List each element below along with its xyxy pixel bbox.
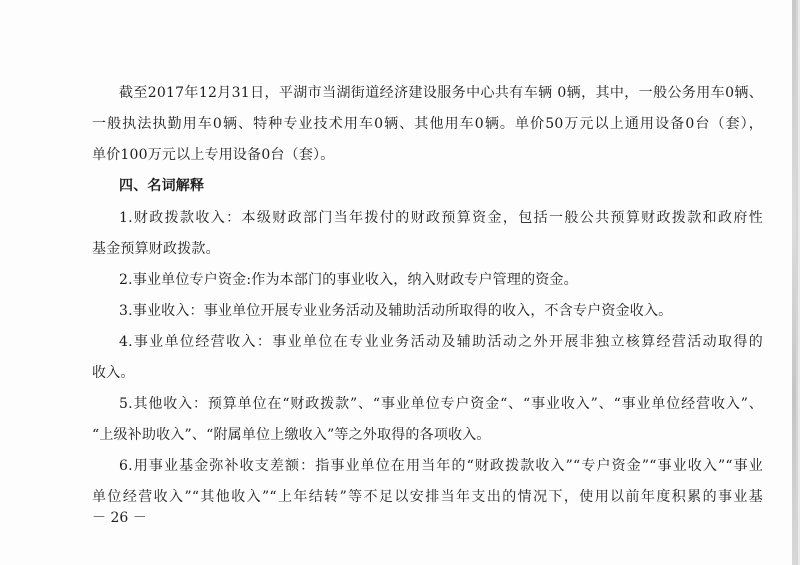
paragraph-vehicles-line-1: 截至2017年12月31日，平湖市当湖街道经济建设服务中心共有车辆 0辆，其中，一般公务用车0辆、 — [119, 85, 763, 101]
definition-5-line-1: 5.其他收入：预算单位在“财政拨款”、“事业单位专户资金“、“事业收入”、“事业单位经营收入”、 — [119, 396, 763, 412]
page-edge — [792, 0, 796, 565]
page-number: － 26 － — [92, 510, 147, 526]
definition-2: 2.事业单位专户资金:作为本部门的事业收入，纳入财政专户管理的资金。 — [119, 272, 578, 288]
definition-6-line-1: 6.用事业基金弥补收支差额：指事业单位在用当年的“财政拨款收入”“专户资金”“事业收入”“事业 — [119, 458, 763, 474]
section-heading: 四、名词解释 — [119, 178, 205, 194]
definition-6-line-2: 单位经营收入”“其他收入”“上年结转”等不足以安排当年支出的情况下，使用以前年度积累的事业基 — [92, 489, 763, 505]
paragraph-vehicles-line-3: 单价100万元以上专用设备0台（套）。 — [92, 147, 335, 163]
definition-3: 3.事业收入：事业单位开展专业业务活动及辅助活动所取得的收入，不含专户资金收入。 — [119, 303, 673, 319]
definition-5-line-2: “上级补助收入”、“附属单位上缴收入”等之外取得的各项收入。 — [92, 427, 491, 443]
paragraph-vehicles-line-2: 一般执法执勤用车0辆、特种专业技术用车0辆、其他用车0辆。单价50万元以上通用设备0台（套）， — [92, 116, 763, 132]
definition-4-line-1: 4.事业单位经营收入：事业单位在专业业务活动及辅助活动之外开展非独立核算经营活动取得的 — [119, 334, 763, 350]
definition-4-line-2: 收入。 — [92, 365, 135, 381]
definition-1-line-2: 基金预算财政拨款。 — [92, 241, 220, 257]
definition-1-line-1: 1.财政拨款收入：本级财政部门当年拨付的财政预算资金，包括一般公共预算财政拨款和政府性 — [119, 210, 763, 226]
